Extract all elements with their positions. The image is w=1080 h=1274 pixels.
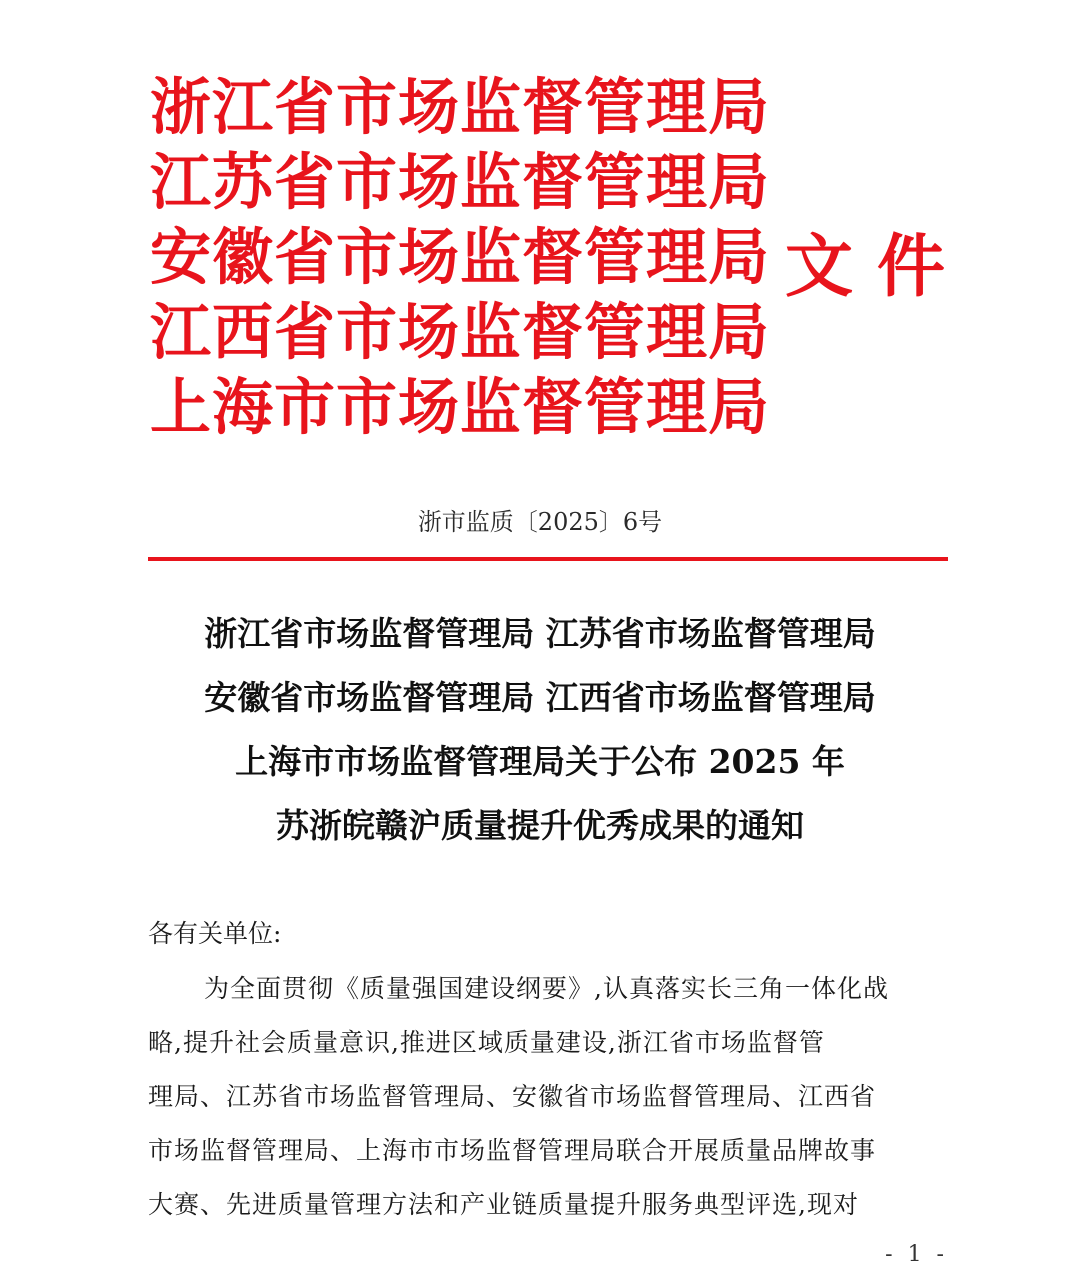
paragraph-line: 理局、江苏省市场监督管理局、安徽省市场监督管理局、江西省 <box>148 1082 877 1111</box>
notice-body <box>148 912 948 1232</box>
paragraph-line: 大赛、先进质量管理方法和产业链质量提升服务典型评选,现对 <box>148 1190 859 1219</box>
agency-name-zhejiang: 浙江省市场监督管理局 <box>150 72 771 143</box>
issuing-agencies <box>150 70 770 445</box>
title-line: 浙江省市场监督管理局 江苏省市场监督管理局 <box>204 614 876 653</box>
title-line: 安徽省市场监督管理局 江西省市场监督管理局 <box>204 678 876 717</box>
paragraph-line: 为全面贯彻《质量强国建设纲要》,认真落实长三角一体化战 <box>204 974 889 1003</box>
paragraph-line: 略,提升社会质量意识,推进区域质量建设,浙江省市场监督管 <box>148 1028 825 1057</box>
agency-name-jiangxi: 江西省市场监督管理局 <box>150 297 771 368</box>
salutation: 各有关单位: <box>148 919 282 948</box>
agency-name-anhui: 安徽省市场监督管理局 <box>150 222 771 293</box>
document-header <box>150 70 970 460</box>
paragraph-line: 市场监督管理局、上海市市场监督管理局联合开展质量品牌故事 <box>148 1136 877 1165</box>
title-line: 苏浙皖赣沪质量提升优秀成果的通知 <box>276 806 804 845</box>
agency-name-shanghai: 上海市市场监督管理局 <box>150 372 771 443</box>
red-divider-line <box>148 557 948 561</box>
agency-name-jiangsu: 江苏省市场监督管理局 <box>150 147 771 218</box>
document-number: 浙市监质〔2025〕6号 <box>417 508 663 536</box>
notice-title <box>0 602 1080 858</box>
document-label: 文件 <box>785 228 970 307</box>
page-number: - 1 - <box>885 1242 948 1267</box>
title-line: 上海市市场监督管理局关于公布 2025 年 <box>235 742 845 781</box>
